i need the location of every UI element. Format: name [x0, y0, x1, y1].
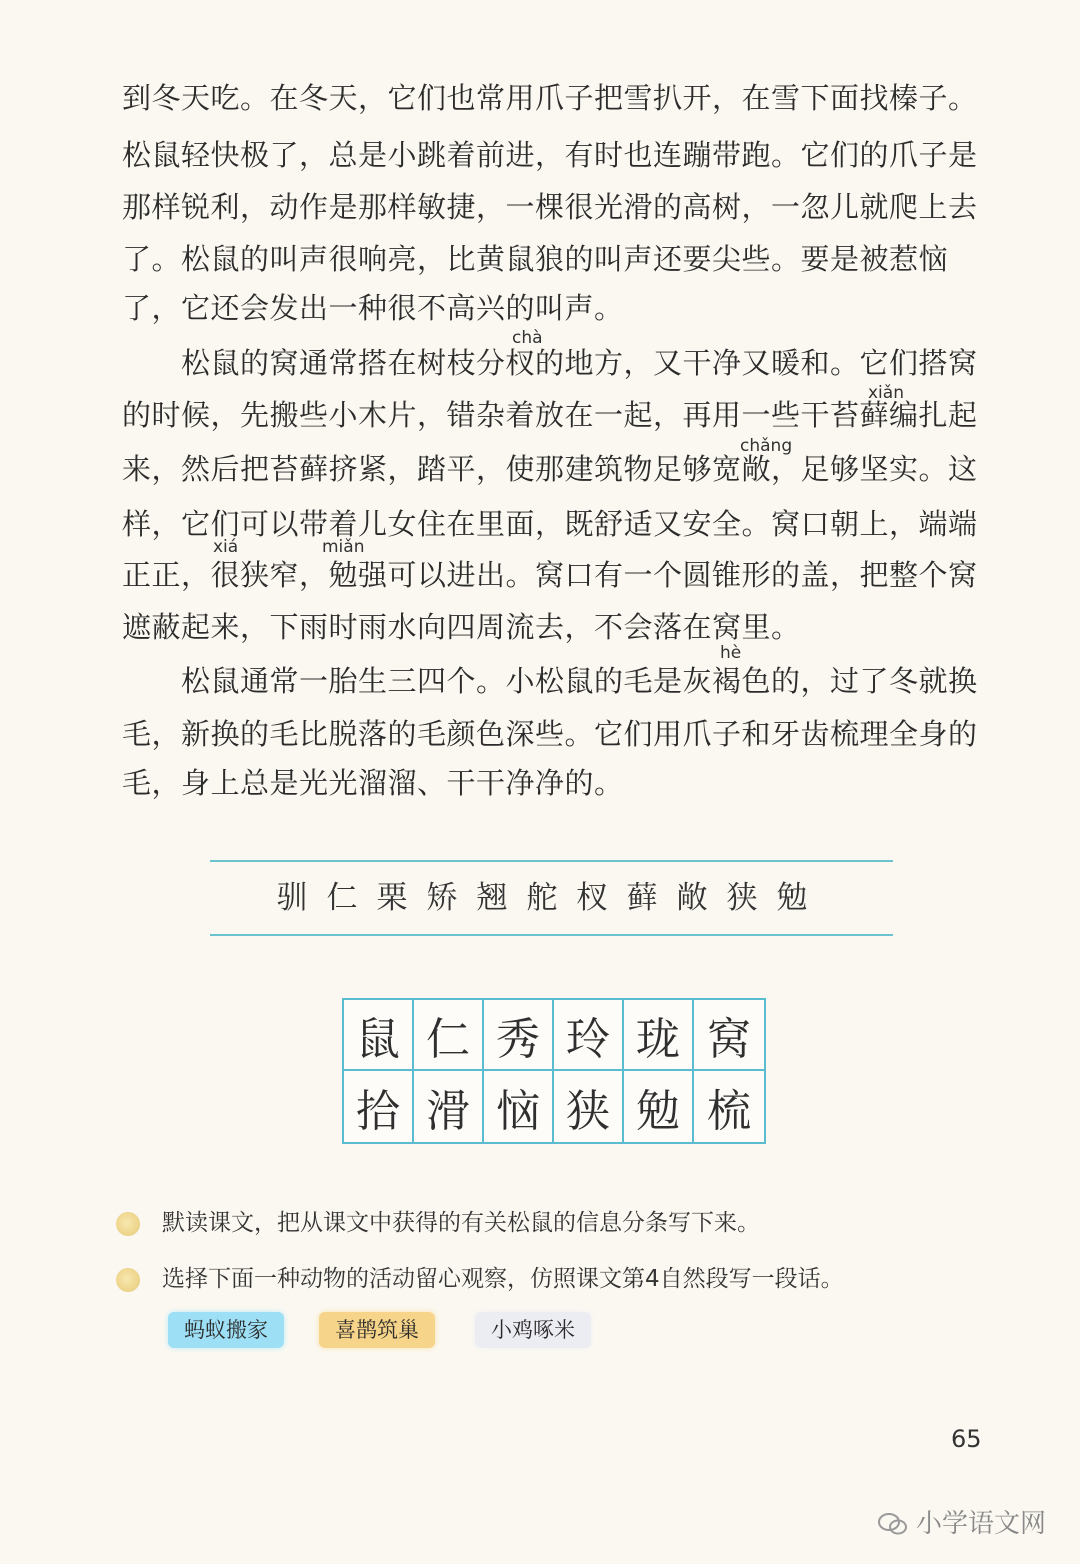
text-line: 松鼠通常一胎生三四个。小松鼠的毛是灰褐色的，过了冬就换: [122, 664, 978, 698]
exercise-2: 选择下面一种动物的活动留心观察，仿照课文第4自然段写一段话。: [162, 1266, 844, 1292]
divider-top: [210, 860, 893, 862]
watermark: [878, 1503, 1046, 1540]
pinyin-xian: xiǎn: [868, 383, 904, 403]
char-cell: 勉: [624, 1071, 694, 1142]
char-cell: 窝: [694, 1000, 764, 1071]
char-cell: 滑: [414, 1071, 484, 1142]
char-cell: 玲: [554, 1000, 624, 1071]
pinyin-xia: xiá: [213, 537, 239, 557]
tag-ants: 蚂蚁搬家: [168, 1312, 284, 1348]
text-line: 到冬天吃。在冬天，它们也常用爪子把雪扒开，在雪下面找榛子。: [122, 81, 978, 115]
text-line: 松鼠的窝通常搭在树枝分杈的地方，又干净又暖和。它们搭窝: [122, 346, 978, 380]
text-line: 来，然后把苔藓挤紧，踏平，使那建筑物足够宽敞，足够坚实。这: [122, 452, 978, 486]
text-line: 毛，新换的毛比脱落的毛颜色深些。它们用爪子和牙齿梳理全身的: [122, 717, 978, 751]
text-line: 样，它们可以带着儿女住在里面，既舒适又安全。窝口朝上，端端: [122, 507, 978, 541]
pinyin-he: hè: [720, 643, 742, 663]
char-cell: 珑: [624, 1000, 694, 1071]
char-cell: 仁: [414, 1000, 484, 1071]
text-line: 松鼠轻快极了，总是小跳着前进，有时也连蹦带跑。它们的爪子是: [122, 138, 978, 172]
exercise-1: 默读课文，把从课文中获得的有关松鼠的信息分条写下来。: [162, 1210, 760, 1236]
page-number: 65: [951, 1425, 982, 1453]
text-line: 了，它还会发出一种很不高兴的叫声。: [122, 291, 624, 325]
text-line: 遮蔽起来，下雨时雨水向四周流去，不会落在窝里。: [122, 610, 801, 644]
pinyin-mian: miǎn: [322, 537, 365, 557]
text-line: 那样锐利，动作是那样敏捷，一棵很光滑的高树，一忽儿就爬上去: [122, 190, 978, 224]
watermark-text: 小学语文网: [915, 1509, 1046, 1539]
text-line: 的时候，先搬些小木片，错杂着放在一起，再用一些干苔藓编扎起: [122, 398, 978, 432]
char-cell: 狭: [554, 1071, 624, 1142]
char-cell: 拾: [344, 1071, 414, 1142]
exercise-bullet-icon: [116, 1212, 140, 1236]
tag-chick: 小鸡啄米: [475, 1312, 591, 1348]
tag-magpie: 喜鹊筑巢: [319, 1312, 435, 1348]
char-cell: 秀: [484, 1000, 554, 1071]
text-line: 毛，身上总是光光溜溜、干干净净的。: [122, 766, 624, 800]
char-cell: 梳: [707, 1085, 751, 1137]
divider-bottom: [210, 934, 893, 936]
char-cell: 恼: [484, 1071, 554, 1142]
pinyin-chang: chǎng: [740, 436, 793, 456]
text-line: 了。松鼠的叫声很响亮，比黄鼠狼的叫声还要尖些。要是被惹恼: [122, 242, 949, 276]
recognition-characters: 驯仁栗矫翘舵杈藓敞狭勉: [276, 880, 827, 916]
char-cell: 鼠: [344, 1000, 414, 1071]
exercise-bullet-icon: [116, 1268, 140, 1292]
text-line: 正正，很狭窄，勉强可以进出。窝口有一个圆锥形的盖，把整个窝: [122, 558, 978, 592]
wechat-icon: [878, 1513, 908, 1535]
writing-character-grid: [342, 998, 766, 1144]
pinyin-cha: chà: [512, 328, 543, 348]
